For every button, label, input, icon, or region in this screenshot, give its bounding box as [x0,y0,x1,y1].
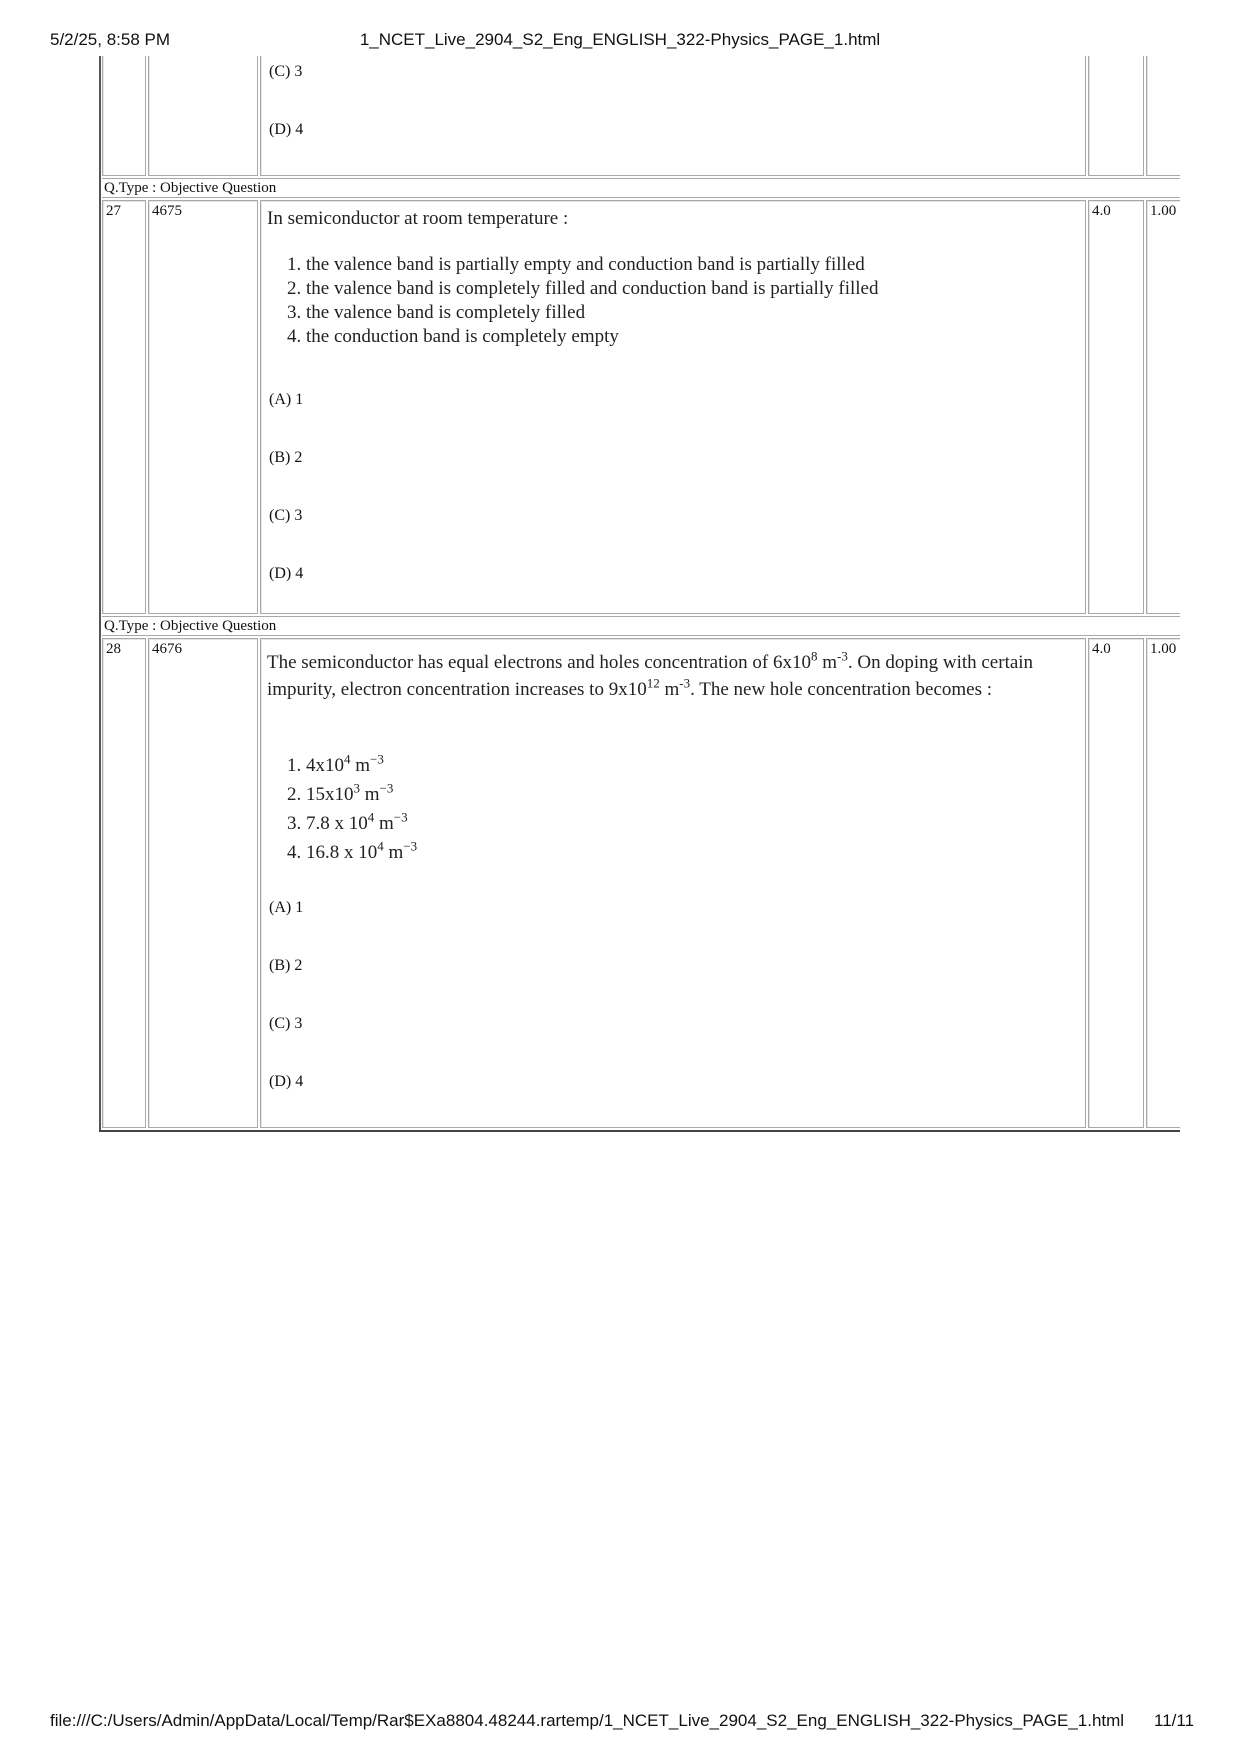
statement-list [287,253,878,349]
stem-text: . On doping with certain impurity, electron concentration increases to 9x10 [267,652,1034,700]
choice-item: 1. $4x10^4$ $m^{-3}$ [287,751,384,776]
answer-option-a: (A) 1 [269,899,304,916]
answer-option-d: (D) 4 [269,565,304,582]
question-negative-marks: 1.00 [1150,203,1177,219]
answer-option-b: (B) 2 [269,957,303,974]
question-serial: 27 [106,203,121,219]
choice-item: 4. 16.8 x $10^4$ $m^{-3}$ [287,838,418,863]
stem-text: m [817,652,837,673]
stem-exponent: -3 [679,675,691,691]
question-type-label: Q.Type : Objective Question [102,616,1180,636]
question-body-cell [260,200,1086,614]
question-id: 4675 [152,203,182,219]
statement-item: 1. the valence band is partially empty and conduction band is partially filled [287,254,865,275]
stem-text: The semiconductor has equal electrons and holes concentration of 6x10 [267,652,811,673]
question-id: 4676 [152,641,182,657]
statement-item: 2. the valence band is completely filled and conduction band is partially filled [287,278,879,299]
question-body-cell [260,638,1086,1128]
prev-serial-cell [102,56,146,176]
statement-item: 3. the valence band is completely filled [287,302,586,323]
negative-marks-cell [1146,638,1180,1128]
answer-option-c: (C) 3 [269,63,303,80]
print-doc-title: 1_NCET_Live_2904_S2_Eng_ENGLISH_322-Physics_PAGE_1.html [359,30,881,49]
statement-item: 4. the conduction band is completely empty [287,326,619,347]
table-bottom-border [99,1130,1180,1132]
print-datetime: 5/2/25, 8:58 PM [50,30,171,49]
answer-option-c: (C) 3 [269,1015,303,1032]
choice-list [287,751,417,867]
prev-marks-cell [1088,56,1144,176]
stem-exponent: -3 [837,648,848,664]
prev-question-cell [260,56,1086,176]
choice-item: 2. $15x10^3$ $m^{-3}$ [287,780,394,805]
stem-text: . The new hole concentration becomes : [690,679,993,700]
serial-cell [102,638,146,1128]
question-id-cell [148,638,258,1128]
answer-option-a: (A) 1 [269,391,304,408]
answer-option-b: (B) 2 [269,449,303,466]
question-stem: In semiconductor at room temperature : [267,208,569,229]
question-negative-marks: 1.00 [1150,641,1177,657]
stem-exponent: 8 [810,648,818,664]
print-page-number: 11/11 [1154,1711,1195,1730]
marks-cell [1088,200,1144,614]
serial-cell [102,200,146,614]
prev-id-cell [148,56,258,176]
question-id-cell [148,200,258,614]
prev-negative-cell [1146,56,1180,176]
question-type-label: Q.Type : Objective Question [102,178,1180,198]
print-footer [0,1711,1240,1735]
choice-item: 3. 7.8 x $10^4$ $m^{-3}$ [287,809,408,834]
stem-text: m [659,679,680,700]
answer-option-d: (D) 4 [269,1073,304,1090]
question-marks: 4.0 [1092,203,1111,219]
answer-option-c: (C) 3 [269,507,303,524]
question-stem [267,649,1077,703]
print-file-url: file:///C:/Users/Admin/AppData/Local/Temp/Rar$EXa8804.48244.rartemp/1_NCET_Live_2904_S2_Eng_ENGLISH_322-Physics_PAGE_1.html [50,1711,1125,1730]
question-serial: 28 [106,641,121,657]
answer-option-d: (D) 4 [269,121,304,138]
negative-marks-cell [1146,200,1180,614]
stem-exponent: 12 [646,675,660,691]
question-marks: 4.0 [1092,641,1111,657]
print-header [0,30,1240,54]
marks-cell [1088,638,1144,1128]
question-table [99,56,1180,1132]
